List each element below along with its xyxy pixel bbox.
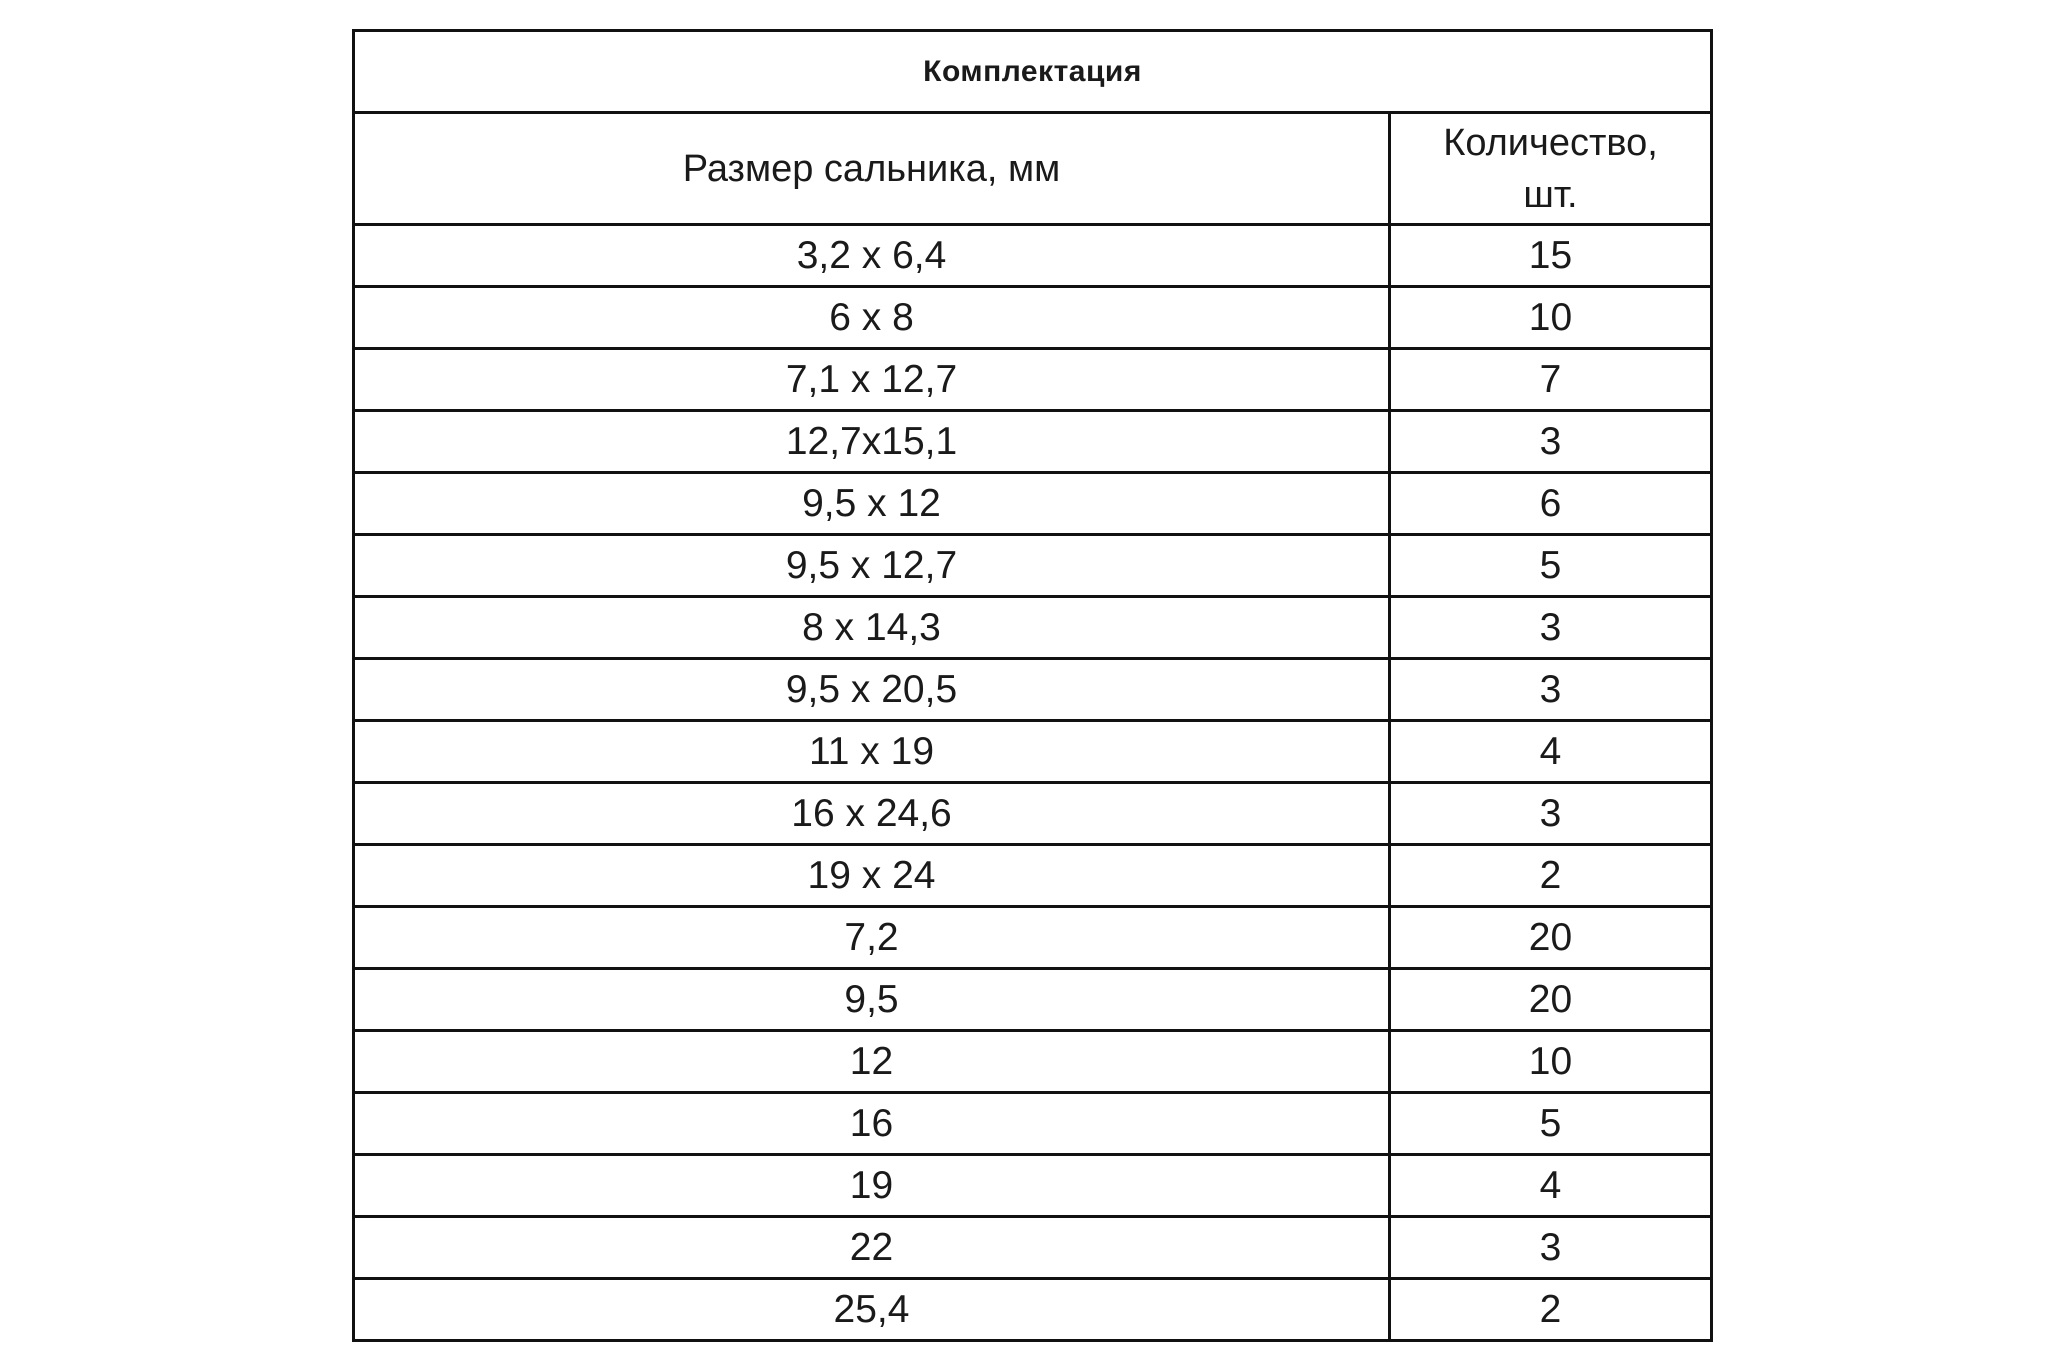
quantity-cell: 5 (1390, 1093, 1712, 1155)
size-cell: 22 (354, 1217, 1390, 1279)
size-cell: 25,4 (354, 1279, 1390, 1341)
quantity-cell: 6 (1390, 473, 1712, 535)
table-row (354, 349, 1712, 411)
table-row (354, 845, 1712, 907)
size-cell: 16 х 24,6 (354, 783, 1390, 845)
quantity-cell: 3 (1390, 597, 1712, 659)
table-row (354, 473, 1712, 535)
table-row (354, 969, 1712, 1031)
table-body (354, 225, 1712, 1341)
quantity-cell: 3 (1390, 659, 1712, 721)
size-cell: 16 (354, 1093, 1390, 1155)
table-row (354, 287, 1712, 349)
quantity-cell: 3 (1390, 411, 1712, 473)
quantity-cell: 10 (1390, 287, 1712, 349)
size-cell: 7,1 х 12,7 (354, 349, 1390, 411)
table-row (354, 659, 1712, 721)
table-row (354, 721, 1712, 783)
size-cell: 6 х 8 (354, 287, 1390, 349)
quantity-cell: 5 (1390, 535, 1712, 597)
size-cell: 9,5 х 12,7 (354, 535, 1390, 597)
size-cell: 12,7х15,1 (354, 411, 1390, 473)
quantity-cell: 4 (1390, 1155, 1712, 1217)
size-cell: 11 х 19 (354, 721, 1390, 783)
quantity-cell: 20 (1390, 969, 1712, 1031)
table-row (354, 411, 1712, 473)
quantity-cell: 20 (1390, 907, 1712, 969)
table-title: Комплектация (354, 31, 1712, 113)
size-cell: 19 (354, 1155, 1390, 1217)
quantity-cell: 3 (1390, 1217, 1712, 1279)
size-cell: 9,5 (354, 969, 1390, 1031)
table-row (354, 1155, 1712, 1217)
quantity-cell: 7 (1390, 349, 1712, 411)
table-row (354, 225, 1712, 287)
quantity-header-line1: Количество, (1443, 121, 1658, 164)
quantity-cell: 4 (1390, 721, 1712, 783)
quantity-cell: 15 (1390, 225, 1712, 287)
size-cell: 7,2 (354, 907, 1390, 969)
size-cell: 3,2 х 6,4 (354, 225, 1390, 287)
quantity-cell: 10 (1390, 1031, 1712, 1093)
table-title-row (354, 31, 1712, 113)
size-cell: 12 (354, 1031, 1390, 1093)
table-row (354, 1217, 1712, 1279)
table-row (354, 907, 1712, 969)
table-row (354, 1279, 1712, 1341)
size-cell: 8 х 14,3 (354, 597, 1390, 659)
quantity-cell: 3 (1390, 783, 1712, 845)
table-header-row (354, 113, 1712, 225)
quantity-column-header (1390, 113, 1712, 225)
table-row (354, 1031, 1712, 1093)
kit-contents-table (352, 29, 1713, 1342)
quantity-cell: 2 (1390, 1279, 1712, 1341)
table-row (354, 1093, 1712, 1155)
table-row (354, 597, 1712, 659)
quantity-cell: 2 (1390, 845, 1712, 907)
size-cell: 9,5 х 12 (354, 473, 1390, 535)
table-row (354, 535, 1712, 597)
size-column-header: Размер сальника, мм (354, 113, 1390, 225)
quantity-header-line2: шт. (1523, 173, 1578, 216)
table-row (354, 783, 1712, 845)
size-cell: 19 х 24 (354, 845, 1390, 907)
size-cell: 9,5 х 20,5 (354, 659, 1390, 721)
